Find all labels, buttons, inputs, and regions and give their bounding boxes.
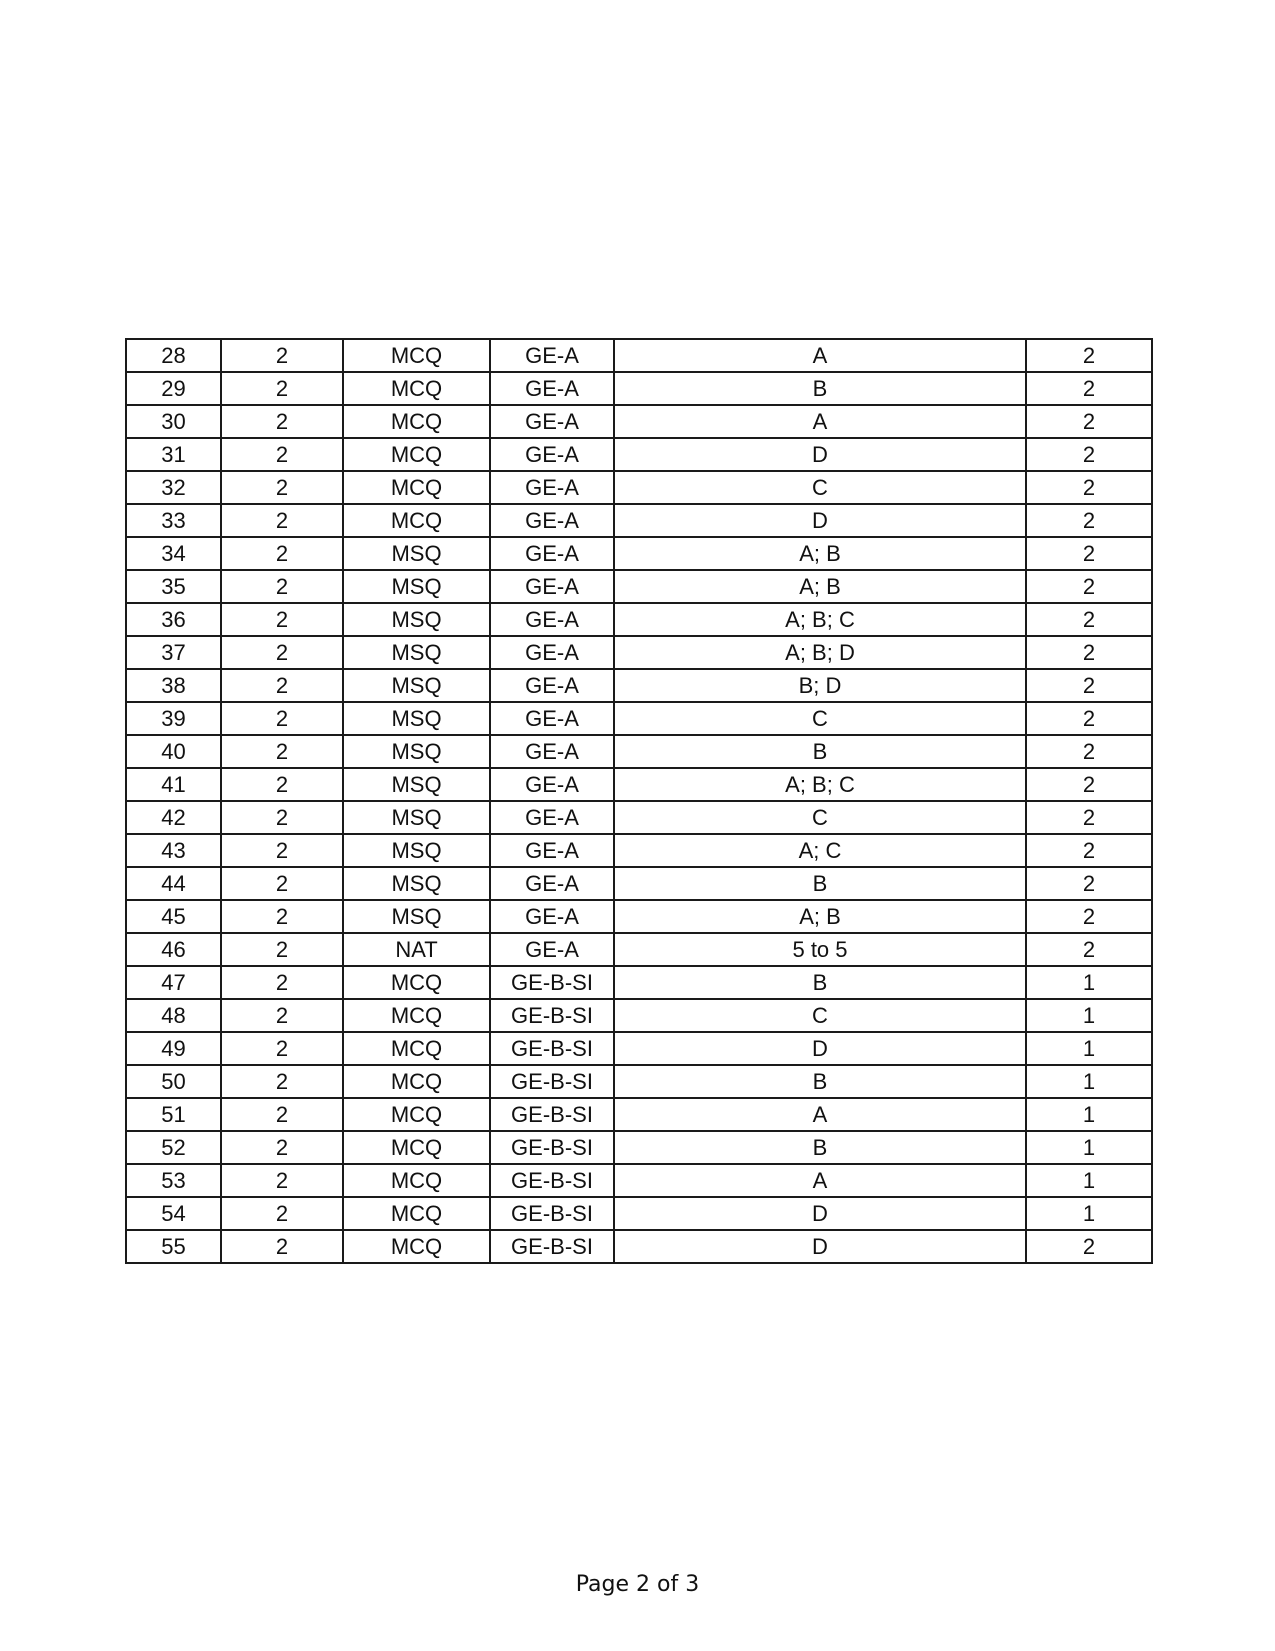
session-cell: 2 bbox=[221, 702, 343, 735]
table-row bbox=[126, 1032, 1152, 1065]
session-cell: 2 bbox=[221, 339, 343, 372]
session-cell: 2 bbox=[221, 1230, 343, 1263]
section-cell: GE-A bbox=[490, 900, 614, 933]
session-cell: 2 bbox=[221, 1065, 343, 1098]
question-type-cell: MCQ bbox=[343, 1131, 490, 1164]
marks-cell: 2 bbox=[1026, 735, 1152, 768]
section-cell: GE-B-SI bbox=[490, 1131, 614, 1164]
question-number-cell: 40 bbox=[126, 735, 221, 768]
section-cell: GE-B-SI bbox=[490, 1098, 614, 1131]
answer-key-cell: A; B; D bbox=[614, 636, 1026, 669]
page-number: Page 2 of 3 bbox=[575, 1572, 700, 1597]
table-row bbox=[126, 570, 1152, 603]
answer-key-cell: B bbox=[614, 1131, 1026, 1164]
table-row bbox=[126, 603, 1152, 636]
question-type-cell: MCQ bbox=[343, 1164, 490, 1197]
question-type-cell: MCQ bbox=[343, 471, 490, 504]
session-cell: 2 bbox=[221, 966, 343, 999]
question-type-cell: MSQ bbox=[343, 669, 490, 702]
question-type-cell: MCQ bbox=[343, 372, 490, 405]
question-type-cell: MSQ bbox=[343, 801, 490, 834]
question-number-cell: 43 bbox=[126, 834, 221, 867]
session-cell: 2 bbox=[221, 999, 343, 1032]
question-type-cell: MCQ bbox=[343, 966, 490, 999]
answer-key-cell: D bbox=[614, 1230, 1026, 1263]
marks-cell: 2 bbox=[1026, 933, 1152, 966]
question-type-cell: MCQ bbox=[343, 339, 490, 372]
answer-key-cell: D bbox=[614, 438, 1026, 471]
question-number-cell: 45 bbox=[126, 900, 221, 933]
section-cell: GE-A bbox=[490, 339, 614, 372]
section-cell: GE-B-SI bbox=[490, 1197, 614, 1230]
question-number-cell: 32 bbox=[126, 471, 221, 504]
answer-key-cell: B bbox=[614, 1065, 1026, 1098]
section-cell: GE-B-SI bbox=[490, 999, 614, 1032]
question-type-cell: MSQ bbox=[343, 768, 490, 801]
answer-key-cell: A; B; C bbox=[614, 768, 1026, 801]
marks-cell: 2 bbox=[1026, 405, 1152, 438]
session-cell: 2 bbox=[221, 570, 343, 603]
question-number-cell: 38 bbox=[126, 669, 221, 702]
question-type-cell: NAT bbox=[343, 933, 490, 966]
answer-key-cell: B; D bbox=[614, 669, 1026, 702]
table-row bbox=[126, 966, 1152, 999]
question-type-cell: MSQ bbox=[343, 570, 490, 603]
answer-key-cell: C bbox=[614, 702, 1026, 735]
section-cell: GE-A bbox=[490, 537, 614, 570]
question-number-cell: 37 bbox=[126, 636, 221, 669]
session-cell: 2 bbox=[221, 900, 343, 933]
marks-cell: 2 bbox=[1026, 438, 1152, 471]
question-number-cell: 46 bbox=[126, 933, 221, 966]
answer-key-cell: A; B; C bbox=[614, 603, 1026, 636]
answer-key-cell: A; C bbox=[614, 834, 1026, 867]
answer-key-cell: A bbox=[614, 339, 1026, 372]
marks-cell: 2 bbox=[1026, 834, 1152, 867]
session-cell: 2 bbox=[221, 834, 343, 867]
question-number-cell: 28 bbox=[126, 339, 221, 372]
session-cell: 2 bbox=[221, 735, 343, 768]
marks-cell: 2 bbox=[1026, 603, 1152, 636]
answer-key-cell: B bbox=[614, 867, 1026, 900]
table-row bbox=[126, 801, 1152, 834]
section-cell: GE-A bbox=[490, 603, 614, 636]
session-cell: 2 bbox=[221, 603, 343, 636]
section-cell: GE-A bbox=[490, 636, 614, 669]
marks-cell: 2 bbox=[1026, 339, 1152, 372]
question-type-cell: MSQ bbox=[343, 603, 490, 636]
question-number-cell: 30 bbox=[126, 405, 221, 438]
session-cell: 2 bbox=[221, 933, 343, 966]
answer-key-cell: B bbox=[614, 735, 1026, 768]
question-number-cell: 36 bbox=[126, 603, 221, 636]
question-number-cell: 54 bbox=[126, 1197, 221, 1230]
answer-key-cell: A; B bbox=[614, 900, 1026, 933]
answer-key-cell: D bbox=[614, 1197, 1026, 1230]
table-row bbox=[126, 834, 1152, 867]
section-cell: GE-B-SI bbox=[490, 1230, 614, 1263]
question-number-cell: 31 bbox=[126, 438, 221, 471]
table-row bbox=[126, 1197, 1152, 1230]
question-number-cell: 33 bbox=[126, 504, 221, 537]
section-cell: GE-A bbox=[490, 372, 614, 405]
table-row bbox=[126, 372, 1152, 405]
marks-cell: 2 bbox=[1026, 504, 1152, 537]
marks-cell: 1 bbox=[1026, 1032, 1152, 1065]
section-cell: GE-B-SI bbox=[490, 1164, 614, 1197]
section-cell: GE-A bbox=[490, 801, 614, 834]
question-type-cell: MCQ bbox=[343, 999, 490, 1032]
question-number-cell: 44 bbox=[126, 867, 221, 900]
question-number-cell: 53 bbox=[126, 1164, 221, 1197]
answer-key-cell: A; B bbox=[614, 570, 1026, 603]
question-type-cell: MCQ bbox=[343, 405, 490, 438]
question-type-cell: MSQ bbox=[343, 636, 490, 669]
question-type-cell: MSQ bbox=[343, 900, 490, 933]
answer-key-cell: C bbox=[614, 471, 1026, 504]
answer-key-table-body bbox=[126, 339, 1152, 1263]
table-row bbox=[126, 867, 1152, 900]
table-row bbox=[126, 1065, 1152, 1098]
session-cell: 2 bbox=[221, 1098, 343, 1131]
marks-cell: 1 bbox=[1026, 1197, 1152, 1230]
session-cell: 2 bbox=[221, 537, 343, 570]
answer-key-cell: B bbox=[614, 966, 1026, 999]
question-type-cell: MCQ bbox=[343, 1230, 490, 1263]
table-row bbox=[126, 405, 1152, 438]
answer-key-cell: C bbox=[614, 999, 1026, 1032]
question-number-cell: 48 bbox=[126, 999, 221, 1032]
table-row bbox=[126, 900, 1152, 933]
session-cell: 2 bbox=[221, 768, 343, 801]
question-type-cell: MCQ bbox=[343, 438, 490, 471]
marks-cell: 2 bbox=[1026, 1230, 1152, 1263]
answer-key-cell: D bbox=[614, 1032, 1026, 1065]
question-type-cell: MCQ bbox=[343, 1032, 490, 1065]
answer-key-cell: B bbox=[614, 372, 1026, 405]
table-row bbox=[126, 471, 1152, 504]
question-type-cell: MCQ bbox=[343, 1197, 490, 1230]
session-cell: 2 bbox=[221, 636, 343, 669]
question-number-cell: 49 bbox=[126, 1032, 221, 1065]
question-number-cell: 47 bbox=[126, 966, 221, 999]
section-cell: GE-A bbox=[490, 702, 614, 735]
marks-cell: 2 bbox=[1026, 900, 1152, 933]
table-row bbox=[126, 438, 1152, 471]
section-cell: GE-A bbox=[490, 504, 614, 537]
session-cell: 2 bbox=[221, 669, 343, 702]
section-cell: GE-B-SI bbox=[490, 1065, 614, 1098]
session-cell: 2 bbox=[221, 372, 343, 405]
session-cell: 2 bbox=[221, 471, 343, 504]
answer-key-cell: A; B bbox=[614, 537, 1026, 570]
answer-key-cell: 5 to 5 bbox=[614, 933, 1026, 966]
section-cell: GE-A bbox=[490, 438, 614, 471]
table-row bbox=[126, 339, 1152, 372]
table-row bbox=[126, 702, 1152, 735]
table-row bbox=[126, 933, 1152, 966]
marks-cell: 2 bbox=[1026, 570, 1152, 603]
table-row bbox=[126, 1098, 1152, 1131]
question-number-cell: 51 bbox=[126, 1098, 221, 1131]
section-cell: GE-A bbox=[490, 867, 614, 900]
answer-key-table bbox=[125, 338, 1153, 1264]
question-type-cell: MSQ bbox=[343, 867, 490, 900]
table-row bbox=[126, 1230, 1152, 1263]
question-number-cell: 50 bbox=[126, 1065, 221, 1098]
question-number-cell: 41 bbox=[126, 768, 221, 801]
table-row bbox=[126, 537, 1152, 570]
marks-cell: 1 bbox=[1026, 1164, 1152, 1197]
marks-cell: 1 bbox=[1026, 1065, 1152, 1098]
answer-key-cell: C bbox=[614, 801, 1026, 834]
section-cell: GE-B-SI bbox=[490, 1032, 614, 1065]
section-cell: GE-A bbox=[490, 669, 614, 702]
marks-cell: 2 bbox=[1026, 471, 1152, 504]
question-number-cell: 35 bbox=[126, 570, 221, 603]
session-cell: 2 bbox=[221, 1164, 343, 1197]
marks-cell: 2 bbox=[1026, 801, 1152, 834]
question-type-cell: MSQ bbox=[343, 735, 490, 768]
marks-cell: 1 bbox=[1026, 1098, 1152, 1131]
marks-cell: 1 bbox=[1026, 1131, 1152, 1164]
marks-cell: 2 bbox=[1026, 636, 1152, 669]
answer-key-cell: A bbox=[614, 405, 1026, 438]
question-number-cell: 39 bbox=[126, 702, 221, 735]
answer-key-cell: A bbox=[614, 1098, 1026, 1131]
answer-key-cell: D bbox=[614, 504, 1026, 537]
section-cell: GE-A bbox=[490, 570, 614, 603]
question-number-cell: 52 bbox=[126, 1131, 221, 1164]
answer-key-cell: A bbox=[614, 1164, 1026, 1197]
table-row bbox=[126, 636, 1152, 669]
question-type-cell: MCQ bbox=[343, 1065, 490, 1098]
question-type-cell: MSQ bbox=[343, 834, 490, 867]
session-cell: 2 bbox=[221, 405, 343, 438]
session-cell: 2 bbox=[221, 867, 343, 900]
marks-cell: 2 bbox=[1026, 537, 1152, 570]
section-cell: GE-A bbox=[490, 405, 614, 438]
marks-cell: 2 bbox=[1026, 372, 1152, 405]
question-type-cell: MCQ bbox=[343, 1098, 490, 1131]
session-cell: 2 bbox=[221, 1032, 343, 1065]
table-row bbox=[126, 1131, 1152, 1164]
section-cell: GE-A bbox=[490, 735, 614, 768]
question-number-cell: 34 bbox=[126, 537, 221, 570]
marks-cell: 2 bbox=[1026, 768, 1152, 801]
table-row bbox=[126, 669, 1152, 702]
session-cell: 2 bbox=[221, 801, 343, 834]
table-row bbox=[126, 999, 1152, 1032]
question-type-cell: MSQ bbox=[343, 702, 490, 735]
session-cell: 2 bbox=[221, 1197, 343, 1230]
table-row bbox=[126, 1164, 1152, 1197]
section-cell: GE-A bbox=[490, 471, 614, 504]
session-cell: 2 bbox=[221, 438, 343, 471]
question-type-cell: MSQ bbox=[343, 537, 490, 570]
question-type-cell: MCQ bbox=[343, 504, 490, 537]
section-cell: GE-A bbox=[490, 834, 614, 867]
table-row bbox=[126, 504, 1152, 537]
marks-cell: 1 bbox=[1026, 999, 1152, 1032]
table-row bbox=[126, 768, 1152, 801]
session-cell: 2 bbox=[221, 504, 343, 537]
marks-cell: 2 bbox=[1026, 669, 1152, 702]
section-cell: GE-A bbox=[490, 768, 614, 801]
marks-cell: 2 bbox=[1026, 702, 1152, 735]
table-row bbox=[126, 735, 1152, 768]
session-cell: 2 bbox=[221, 1131, 343, 1164]
marks-cell: 2 bbox=[1026, 867, 1152, 900]
section-cell: GE-A bbox=[490, 933, 614, 966]
marks-cell: 1 bbox=[1026, 966, 1152, 999]
question-number-cell: 29 bbox=[126, 372, 221, 405]
section-cell: GE-B-SI bbox=[490, 966, 614, 999]
question-number-cell: 42 bbox=[126, 801, 221, 834]
question-number-cell: 55 bbox=[126, 1230, 221, 1263]
